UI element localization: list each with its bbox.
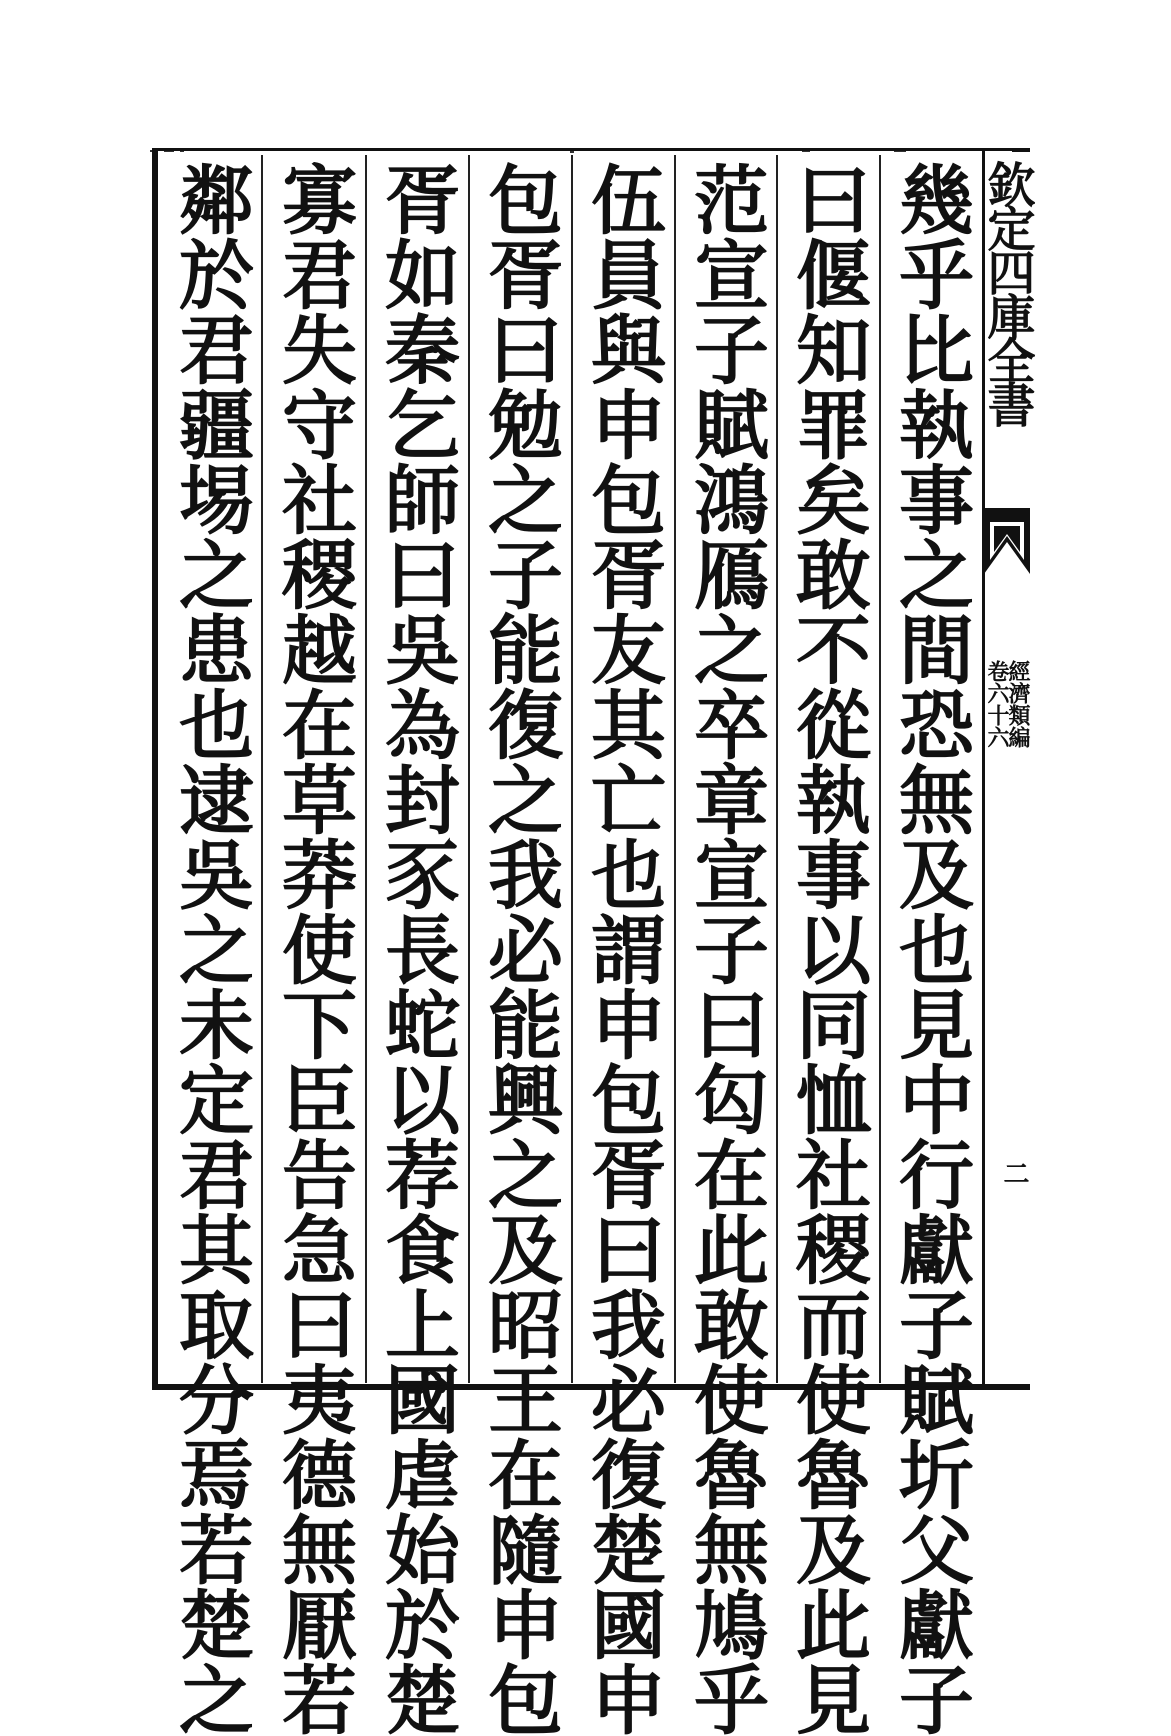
text-column-8 [160,155,261,1736]
column-text: 胥如秦乞師曰吳為封豕長蛇以荐食上國虐始於楚 [373,161,461,1736]
column-text: 幾乎比執事之間恐無及也見中行獻子賦圻父獻子 [887,161,975,1736]
fishtail-mark-icon [984,508,1030,578]
text-column-4 [572,155,673,1736]
text-column-6 [366,155,467,1736]
banner-volume-line-1: 經濟類編 [1005,660,1031,748]
text-column-7 [263,155,364,1736]
text-column-2 [777,155,878,1736]
banner-title: 欽定四庫全書 [979,160,1035,424]
banner-volume-line-2: 卷六十六 [984,660,1010,748]
column-text: 鄰於君疆埸之患也逮吳之未定君其取分焉若楚之 [167,161,255,1736]
column-text: 曰偃知罪矣敢不從執事以同恤社稷而使魯及此見 [784,161,872,1736]
column-text: 伍員與申包胥友其亡也謂申包胥曰我必復楚國申 [579,161,667,1736]
text-column-3 [675,155,776,1736]
column-text: 范宣子賦鴻鴈之卒章宣子曰匃在此敢使魯無鳩乎 [682,161,770,1736]
text-column-5 [469,155,570,1736]
text-column-1 [880,155,981,1736]
top-margin-specks [150,140,1030,148]
column-text: 寡君失守社稷越在草莽使下臣告急曰夷德無厭若 [270,161,358,1736]
column-text: 包胥曰勉之子能復之我必能興之及昭王在隨申包 [476,161,564,1736]
banner-volume [984,660,1031,748]
banner-page-number: 二 [999,1160,1029,1186]
